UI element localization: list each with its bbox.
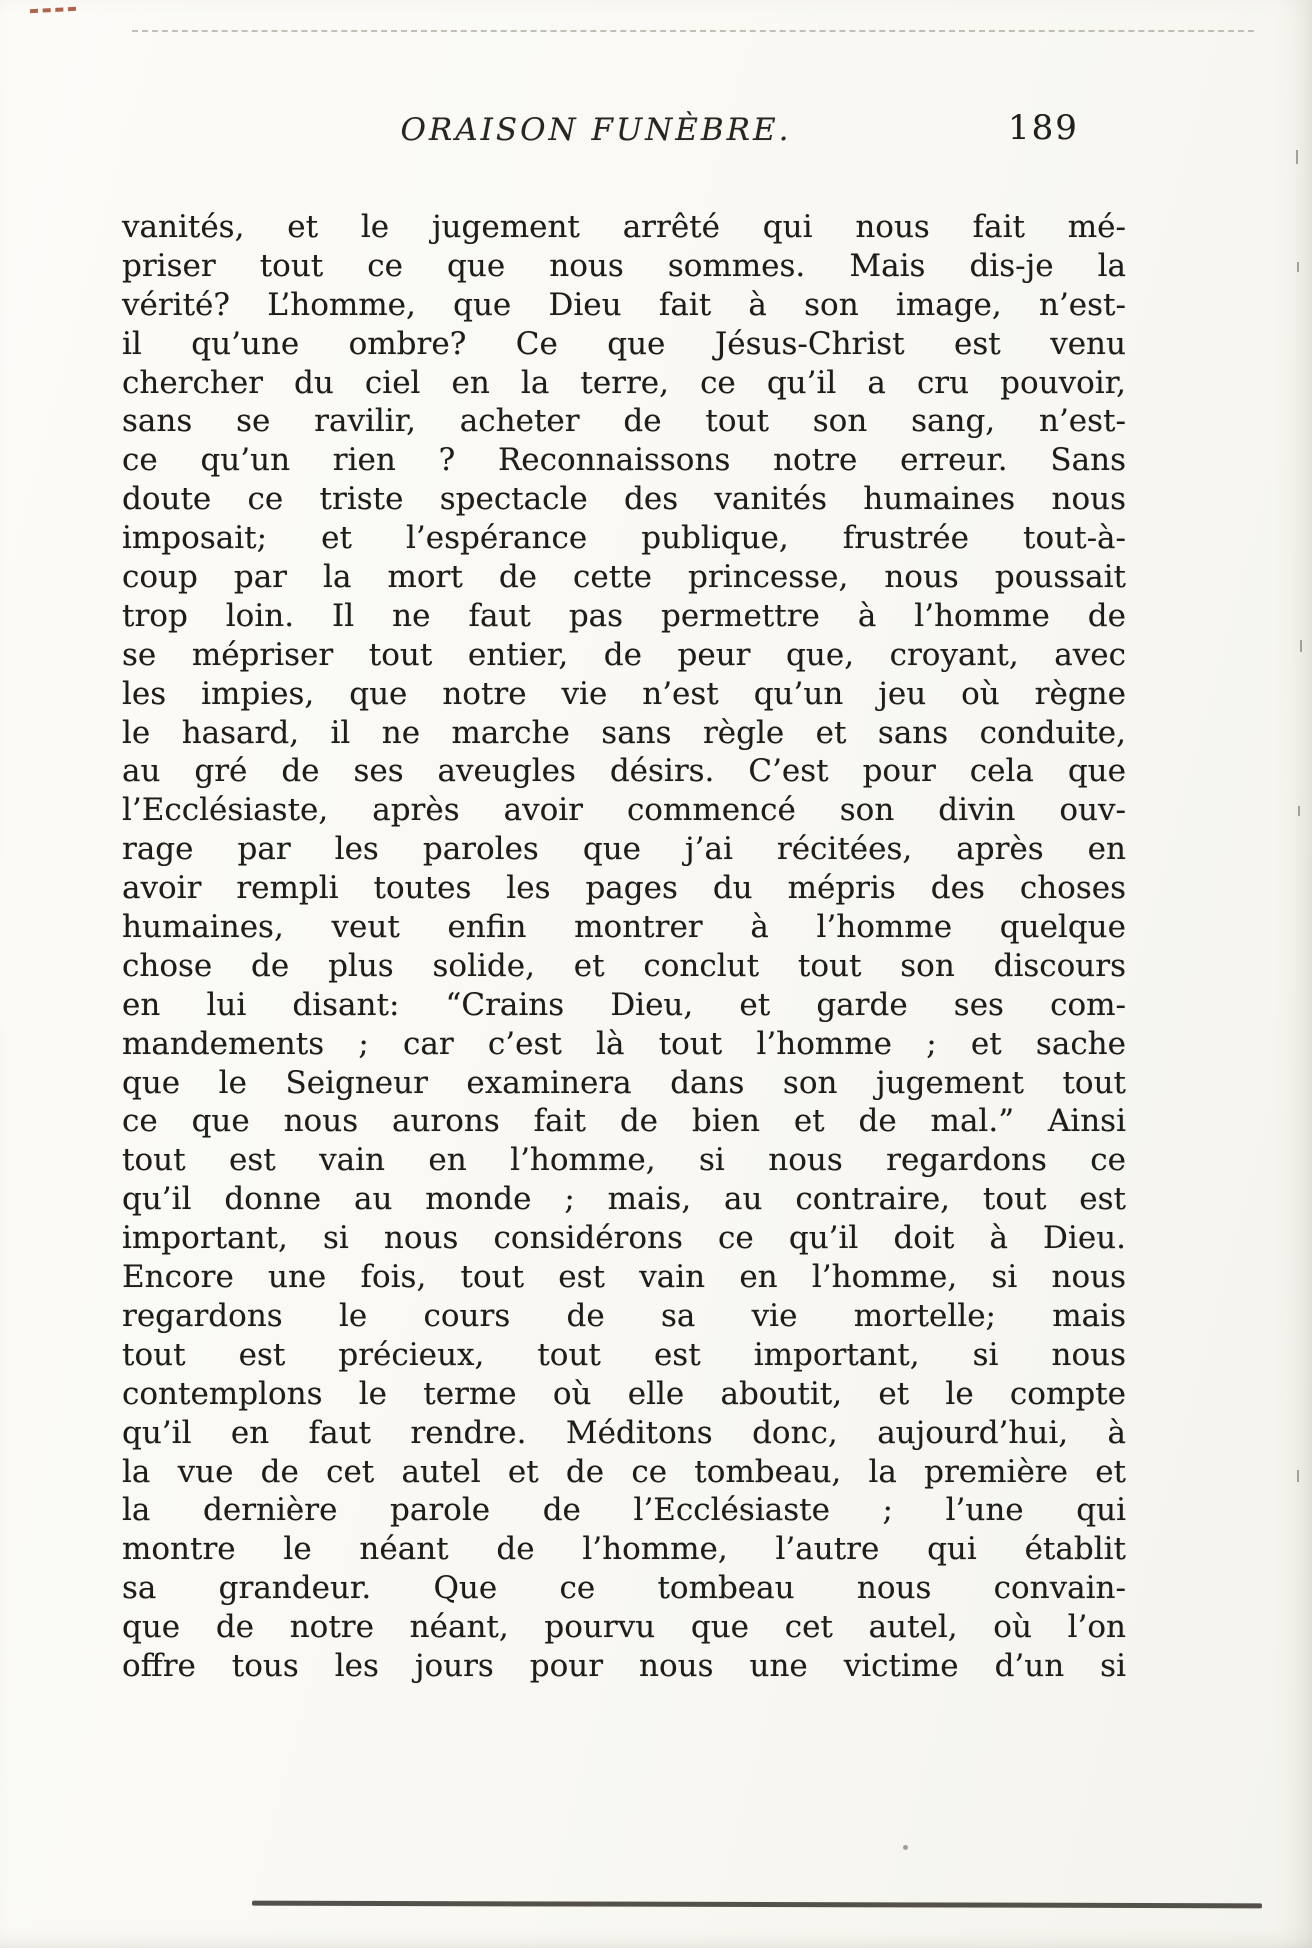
text-line: en lui disant: “Crains Dieu, et garde ses com-	[122, 986, 1126, 1023]
scan-artifact-margin-tick	[1300, 640, 1302, 652]
text-line: doute ce triste spectacle des vanités humaines nous	[122, 481, 1126, 518]
scan-artifact-bottom-edge	[252, 1901, 1262, 1909]
text-line: chercher du ciel en la terre, ce qu’il a cru pouvoir,	[122, 364, 1126, 401]
text-line: que le Seigneur examinera dans son jugement tout	[122, 1064, 1126, 1101]
scan-artifact-speck	[903, 1845, 908, 1850]
text-line: ce qu’un rien ? Reconnaissons notre erreur. Sans	[122, 442, 1126, 479]
page-number: 189	[1008, 108, 1079, 148]
scan-artifact-margin-tick	[1298, 806, 1300, 816]
scan-artifact-margin-tick	[1296, 150, 1298, 164]
text-line: la vue de cet autel et de ce tombeau, la première et	[122, 1453, 1126, 1490]
text-line: il qu’une ombre? Ce que Jésus-Christ est venu	[122, 325, 1126, 362]
text-line: contemplons le terme où elle aboutit, et le compte	[122, 1375, 1126, 1412]
text-line: sa grandeur. Que ce tombeau nous convain-	[122, 1570, 1126, 1607]
text-line: montre le néant de l’homme, l’autre qui établit	[122, 1531, 1126, 1568]
text-line: tout est précieux, tout est important, si nous	[122, 1336, 1126, 1373]
text-line: imposait; et l’espérance publique, frustrée tout-à-	[122, 520, 1126, 557]
text-line: l’Ecclésiaste, après avoir commencé son divin ouv-	[122, 792, 1126, 829]
text-line: au gré de ses aveugles désirs. C’est pour cela que	[122, 753, 1126, 790]
body-text	[122, 208, 1126, 1686]
text-line: Encore une fois, tout est vain en l’homme, si nous	[122, 1259, 1126, 1296]
text-line: qu’il en faut rendre. Méditons donc, aujourd’hui, à	[122, 1414, 1126, 1451]
text-line: la dernière parole de l’Ecclésiaste ; l’une qui	[122, 1492, 1126, 1529]
text-line: humaines, veut enfin montrer à l’homme quelque	[122, 909, 1126, 946]
text-line: mandements ; car c’est là tout l’homme ; et sache	[122, 1025, 1126, 1062]
text-line: trop loin. Il ne faut pas permettre à l’homme de	[122, 597, 1126, 634]
text-line: ce que nous aurons fait de bien et de mal.” Ainsi	[122, 1103, 1126, 1140]
text-line: se mépriser tout entier, de peur que, croyant, avec	[122, 636, 1126, 673]
text-line: qu’il donne au monde ; mais, au contraire, tout est	[122, 1181, 1126, 1218]
scan-artifact-margin-tick	[1297, 1470, 1299, 1482]
text-line: vérité? L’homme, que Dieu fait à son image, n’est-	[122, 286, 1126, 323]
text-line: les impies, que notre vie n’est qu’un jeu où règne	[122, 675, 1126, 712]
text-line: priser tout ce que nous sommes. Mais dis-je la	[122, 247, 1126, 284]
text-line: le hasard, il ne marche sans règle et sans conduite,	[122, 714, 1126, 751]
text-line: rage par les paroles que j’ai récitées, après en	[122, 831, 1126, 868]
text-line: que de notre néant, pourvu que cet autel, où l’on	[122, 1609, 1126, 1646]
text-line: coup par la mort de cette princesse, nous poussait	[122, 559, 1126, 596]
running-title: ORAISON FUNÈBRE.	[400, 112, 792, 148]
scan-artifact-top-dashed-rule	[132, 30, 1254, 32]
scan-artifact-red-dash	[30, 7, 76, 13]
text-line: important, si nous considérons ce qu’il doit à Dieu.	[122, 1220, 1126, 1257]
text-line: tout est vain en l’homme, si nous regardons ce	[122, 1142, 1126, 1179]
text-line: regardons le cours de sa vie mortelle; mais	[122, 1297, 1126, 1334]
text-line: avoir rempli toutes les pages du mépris des choses	[122, 870, 1126, 907]
scan-artifact-margin-tick	[1297, 262, 1299, 272]
text-line: vanités, et le jugement arrêté qui nous fait mé-	[122, 209, 1126, 245]
text-line: offre tous les jours pour nous une victime d’un si	[122, 1647, 1126, 1684]
text-line: sans se ravilir, acheter de tout son sang, n’est-	[122, 403, 1126, 440]
text-line: chose de plus solide, et conclut tout son discours	[122, 947, 1126, 984]
